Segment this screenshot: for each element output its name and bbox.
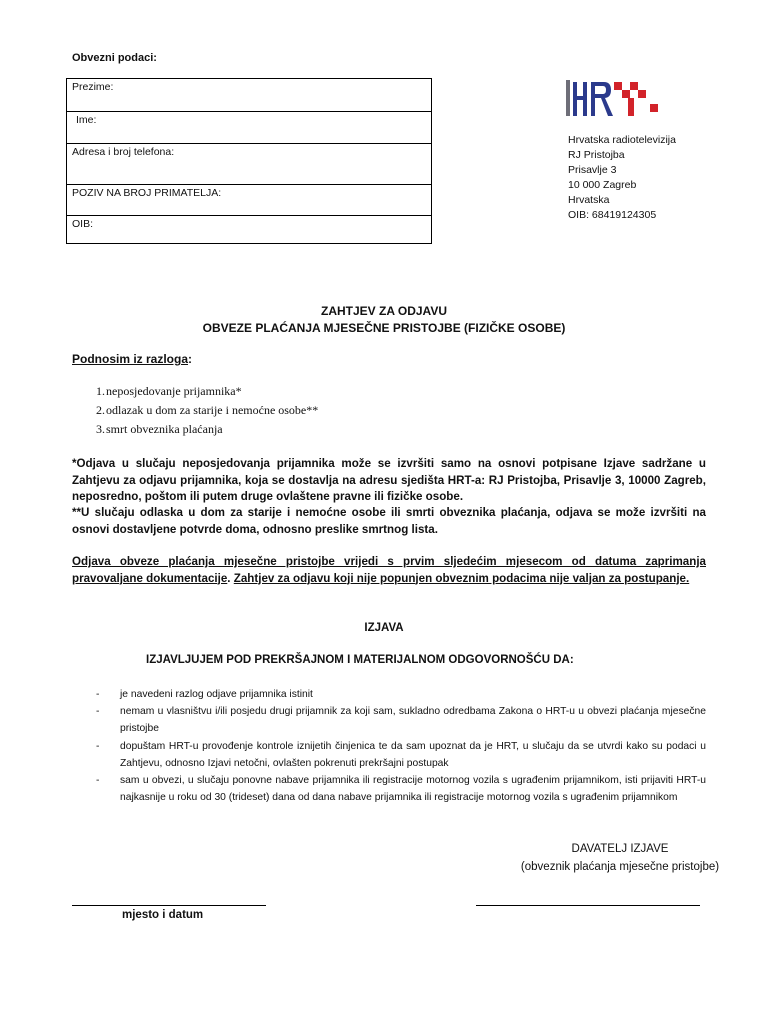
place-date-line[interactable] xyxy=(72,905,266,906)
field-label: OIB: xyxy=(72,218,94,230)
address-line: Hrvatska radiotelevizija xyxy=(568,134,676,146)
list-item xyxy=(96,772,706,806)
address-line: Hrvatska xyxy=(568,194,610,206)
validity-paragraph xyxy=(72,554,706,587)
validity-text-2: Zahtjev za odjavu koji nije popunjen obveznim podacima nije valjan za postupanje. xyxy=(233,571,690,585)
place-date-label: mjesto i datum xyxy=(122,909,204,921)
dash-bullet: - xyxy=(96,775,100,787)
section-label: Obvezni podaci: xyxy=(72,52,157,64)
declarant-title: DAVATELJ IZJAVE xyxy=(571,843,669,855)
list-item xyxy=(96,738,706,772)
field-reference-number[interactable] xyxy=(67,184,431,215)
declarant-subtitle: (obveznik plaćanja mjesečne pristojbe) xyxy=(520,861,720,873)
declarant-block xyxy=(470,840,768,876)
field-label: Prezime: xyxy=(72,81,114,93)
item-text: odlazak u dom za starije i nemoćne osobe** xyxy=(106,403,319,417)
declaration-title: IZJAVA xyxy=(364,622,404,634)
declaration-list xyxy=(96,686,706,806)
address-line: Prisavlje 3 xyxy=(568,164,617,176)
note-1-paragraph: *Odjava u slučaju neposjedovanja prijamnika može se izvršiti samo na osnovi potpisane Izjave sadržane u Zahtjevu za odjavu prijamnika, koja se dostavlja na adresu sjedišta HRT-a: RJ Pristojba, Prisavlje 3, 10000 Zagreb, neposredno, poštom ili putem druge ovlaštene pravne ili fizičke osobe. xyxy=(72,457,706,503)
list-item[interactable] xyxy=(72,401,318,420)
address-line: 10 000 Zagreb xyxy=(568,179,637,191)
reasons-heading-text: Podnosim iz razloga xyxy=(72,352,189,366)
declaration-subtitle: IZJAVLJUJEM POD PREKRŠAJNOM I MATERIJALNOM ODGOVORNOŠĆU DA: xyxy=(146,654,574,666)
field-address-phone[interactable] xyxy=(67,143,431,184)
field-oib[interactable] xyxy=(67,215,431,244)
document-title-line2: OBVEZE PLAĆANJA MJESEČNE PRISTOJBE (FIZIČKE OSOBE) xyxy=(202,321,566,335)
item-number: 1. xyxy=(96,384,105,398)
item-number: 3. xyxy=(96,422,105,436)
field-name[interactable] xyxy=(67,111,431,143)
item-text: sam u obvezi, u slučaju ponovne nabave prijamnika ili registracije motornog vozila s ugrađenim prijamnikom, isti prijaviti HRT-u najkasnije u roku od 30 (trideset) dana od dana nabave prijamnika ili registracije motornog vozila s ugrađenim prijamnikom xyxy=(120,775,706,804)
list-item xyxy=(96,686,706,703)
field-label: Adresa i broj telefona: xyxy=(72,146,175,158)
field-label: Ime: xyxy=(76,114,97,126)
dash-bullet: - xyxy=(96,706,100,718)
signature-line[interactable] xyxy=(476,905,700,906)
hrt-logo xyxy=(566,80,662,116)
hrt-address-block xyxy=(568,133,676,223)
document-title-line1: ZAHTJEV ZA ODJAVU xyxy=(320,304,447,318)
validity-separator: . xyxy=(227,571,234,585)
field-surname[interactable] xyxy=(67,79,431,111)
reasons-list xyxy=(72,382,318,439)
item-text: je navedeni razlog odjave prijamnika istinit xyxy=(120,689,313,700)
mandatory-data-table xyxy=(66,78,432,244)
dash-bullet: - xyxy=(96,689,100,700)
note-2-paragraph: **U slučaju odlaska u dom za starije i nemoćne osobe ili smrti obveznika plaćanja, odjava se može izvršiti na osnovi dostavljene potvrde doma, odnosno preslike smrtnog lista. xyxy=(72,506,706,536)
item-text: neposjedovanje prijamnika* xyxy=(106,384,242,398)
list-item[interactable] xyxy=(72,420,318,439)
list-item xyxy=(96,703,706,737)
address-line: RJ Pristojba xyxy=(568,149,625,161)
address-line: OIB: 68419124305 xyxy=(568,209,657,221)
validity-text-1: Odjava obveze plaćanja mjesečne pristojbe vrijedi s prvim sljedećim mjesecom od datuma zaprimanja pravovaljane dokumentacije xyxy=(72,555,706,585)
reasons-heading xyxy=(72,352,192,366)
dash-bullet: - xyxy=(96,740,100,752)
field-label: POZIV NA BROJ PRIMATELJA: xyxy=(72,187,222,199)
list-item[interactable] xyxy=(72,382,318,401)
item-text: smrt obveznika plaćanja xyxy=(106,422,223,436)
item-text: nemam u vlasništvu i/ili posjedu drugi prijamnik za koji sam, sukladno odredbama Zakona o HRT-u u obvezi plaćanja mjesečne pristojbe xyxy=(120,706,706,735)
reasons-heading-colon: : xyxy=(188,352,193,366)
item-text: dopuštam HRT-u provođenje kontrole iznijetih činjenica te da sam upoznat da je HRT, u slučaju da se utvrdi kako su podaci u Zahtjevu, odnosno Izjavi netočni, ovlašten pokrenuti prekršajni postupak xyxy=(120,740,706,769)
item-number: 2. xyxy=(96,403,105,417)
